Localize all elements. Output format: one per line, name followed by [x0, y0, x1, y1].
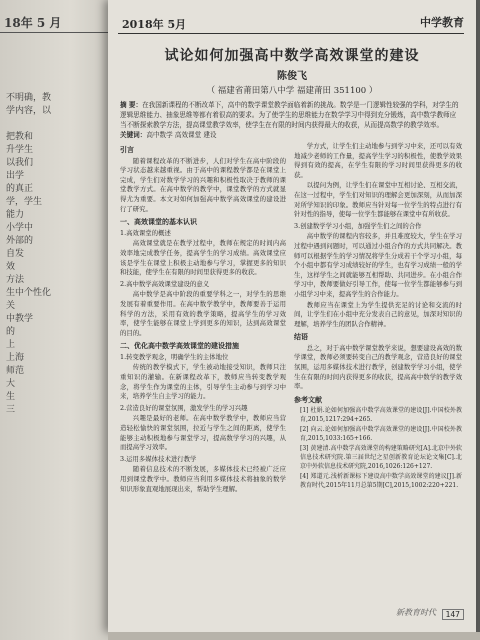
previous-page-line: 以我们: [6, 158, 34, 168]
page-number: 147: [442, 609, 464, 620]
article-page: [108, 0, 476, 632]
previous-page-line: 关: [6, 301, 16, 311]
previous-page-line: 小学中: [6, 223, 34, 233]
section-heading: 结语: [294, 332, 308, 342]
paragraph: 高中数学是高中阶段的重要学科之一，对学生的思维发展有着重要作用。在高中数学教学中，教师要善于运用科学的方法，采用有效的教学策略，提高学生的学习效率，使学生能够在课堂上学到更多的知识，达到高效课堂的目的。: [120, 290, 286, 337]
issue-date: 2018年 5月: [122, 18, 187, 31]
section-name: 中学教育: [420, 16, 464, 29]
paragraph: 高中数学的课程内容较多，并且难度较大，学生在学习过程中遇到问题时，可以通过小组合作的方式共同解决。教师可以根据学生的学习情况将学生分成若干个学习小组，每个小组中都有学习成绩较好的学生，也有学习成绩一般的学生，这样学生之间就能够互相帮助、共同进步。在小组合作学习中，教师要做好引导工作，使每一位学生都能够参与到小组学习中来，提高学生的合作能力。: [294, 232, 462, 298]
paragraph: 学方式，让学生们主动地参与到学习中来，还可以有效地减少老师的工作量，提高学生学习的积极性，使教学效果得到有效的提高，在学生有限的学习时间里获得更多的收获。: [294, 142, 462, 179]
article-title: 试论如何加强高中数学高效课堂的建设: [164, 48, 420, 64]
previous-page-line: 中教学: [6, 314, 34, 324]
previous-page-line: 生中个性化: [6, 288, 52, 298]
subsection-heading: 1.转变教学观念，明确学生的主体地位: [120, 352, 229, 361]
header-rule: [118, 33, 464, 34]
previous-page-text: [6, 92, 110, 417]
previous-page-line: 不明确，教: [6, 93, 52, 103]
paragraph: 传统的教学模式下，学生被动地接受知识，教师只注重知识的灌输。在新课程改革下，教师应当转变教学观念，将学生作为课堂的主体，引导学生主动参与到学习中来，培养学生自主学习的能力。: [120, 363, 286, 401]
right-column: [294, 142, 462, 491]
subsection-heading: 2.营造良好的课堂氛围，激发学生的学习兴趣: [120, 403, 248, 412]
paragraph: 兴趣是最好的老师。在高中数学教学中，教师应当营造轻松愉快的课堂氛围，拉近与学生之间的距离，使学生能够主动积极地参与课堂学习，提高数学学习的兴趣，从而提高学习效率。: [120, 414, 286, 452]
paragraph: 随着信息技术的不断发展，多媒体技术已经被广泛应用到课堂教学中。教师应当利用多媒体技术将抽象的数学知识形象直观地展现出来，帮助学生理解。: [120, 465, 286, 493]
previous-page-line: 师范: [6, 366, 25, 376]
subsection-heading: 3.创建数学学习小组，加强学生们之间的合作: [294, 221, 422, 230]
previous-page: [0, 0, 118, 640]
keywords: [120, 130, 460, 140]
previous-page-line: 大: [6, 379, 16, 389]
page-bottom-edge: [108, 632, 480, 640]
abstract: [120, 100, 460, 130]
subsection-heading: 3.运用多媒体技术进行教学: [120, 454, 197, 463]
previous-page-line: 的: [6, 327, 16, 337]
previous-page-line: 上海: [6, 353, 25, 363]
previous-page-line: 出学: [6, 171, 25, 181]
left-column: [120, 142, 286, 495]
previous-page-line: 生: [6, 392, 16, 402]
reference-item: [1] 杜娟.论如何加强高中数学高效课堂的建设[J].中国校外教育,2015,1217:294+265.: [300, 407, 462, 424]
previous-page-line: 外部的: [6, 236, 34, 246]
reference-item: [3] 黄建清.高中数学高效课堂的构建策略研究[A].北京中外软信息技术研究院.第三届世纪之星创新教育论坛论文集[C].北京中外软信息技术研究院,2016,1026:126+127.: [300, 445, 462, 471]
previous-page-line: 学，学生: [6, 197, 43, 207]
keywords-label: 关键词：: [120, 131, 147, 139]
section-heading: 二、优化高中数学高效课堂的建设措施: [120, 341, 239, 351]
previous-page-line: [6, 118, 110, 131]
previous-page-line: 的真正: [6, 184, 34, 194]
previous-page-rule: [0, 32, 116, 33]
author-affiliation: （ 福建省莆田第八中学 福建莆田 351100 ）: [206, 86, 378, 96]
previous-page-line: 学内容，以: [6, 106, 52, 116]
previous-page-line: 升学生: [6, 145, 34, 155]
previous-page-line: 把教和: [6, 132, 34, 142]
journal-logo: 新教育时代: [396, 608, 436, 617]
abstract-block: [120, 100, 460, 140]
previous-page-header: 18年 5 月: [4, 16, 62, 30]
previous-page-line: 三: [6, 405, 16, 415]
abstract-text: 在我国新课程的不断改革下，高中的数学课堂教学面临着新的挑战。数学是一门逻辑性较强的学科，对学生的逻辑思维能力、抽象思维等都有着很高的要求。为了使学生的思维能力在数学学习中得到充分锻炼，高中数学教师应当不断探索教学方法，提高课堂教学效率，使学生在有限的时间内获得最大的收获，从而提高数学的教学效率。: [120, 101, 459, 129]
keywords-text: 高中数学 高效课堂 建设: [146, 131, 217, 139]
section-heading: 一、高效课堂的基本认识: [120, 217, 197, 227]
paragraph: 随着课程改革的不断进步，人们对学生在高中阶段的学习状态越来越重视。由于高中的课程教学都是在课堂上完成，学生们对数学学习的兴趣和积极性取决于教师的课堂教学方式。在高中数学的教学中，课堂教学的方式就显得尤为重要。本文对如何加强高中数学高效课堂的建设进行了研究。: [120, 156, 286, 213]
reference-item: [4] 郑道元.浅析新课标下建设高中数学高效课堂的建议[J].新教育时代,2015年11月总第5期[C],2015,1002:220+221.: [300, 473, 462, 490]
abstract-label: 摘 要：: [120, 101, 143, 109]
paragraph: 以提问为例，让学生们在课堂中互相讨论、互相交流，在这一过程中，学生们对知识的理解会更加深刻，从而加深对所学知识的印象。教师应当针对每一位学生的特点进行有针对性的指导，使每一位学生都能够在课堂中有所收获。: [294, 181, 462, 219]
section-heading: 引言: [120, 145, 134, 154]
section-heading: 参考文献: [294, 394, 322, 404]
paragraph: 教师应当在课堂上为学生提供充足的讨论和交流的时间，让学生们在小组中充分发表自己的意见，加深对知识的理解，培养学生的团队合作精神。: [294, 300, 462, 328]
previous-page-line: 方法: [6, 275, 25, 285]
previous-page-line: 上: [6, 340, 16, 350]
previous-page-line: 自发: [6, 249, 25, 259]
paragraph: 高效课堂就是在教学过程中，教师在规定的时间内高效率地完成教学任务，提高学生的学习成绩。高效课堂应该是学生在课堂上积极主动地参与学习，掌握更多的知识和技能，使学生在有限的时间里获得更多的收获。: [120, 239, 286, 277]
running-head: [118, 14, 464, 32]
previous-page-line: 能力: [6, 210, 25, 220]
reference-item: [2] 向云.论如何加强高中数学高效课堂的建设[J].中国校外教育,2015,1033:165+166.: [300, 426, 462, 443]
subsection-heading: 1.高效课堂的概述: [120, 228, 171, 237]
paragraph: 总之，对于高中数学课堂教学来说，想要建设高效的数学课堂，教师必须要转变自己的教学观念，营造良好的课堂氛围，运用多媒体技术进行教学，创建数学学习小组，使学生在有限的时间内获得更多的收获，提高高中数学的教学效率。: [294, 343, 462, 391]
subsection-heading: 2.高中数学高效课堂建设的意义: [120, 279, 210, 288]
article-author: 陈俊飞: [277, 71, 307, 82]
previous-page-line: 效: [6, 262, 16, 272]
